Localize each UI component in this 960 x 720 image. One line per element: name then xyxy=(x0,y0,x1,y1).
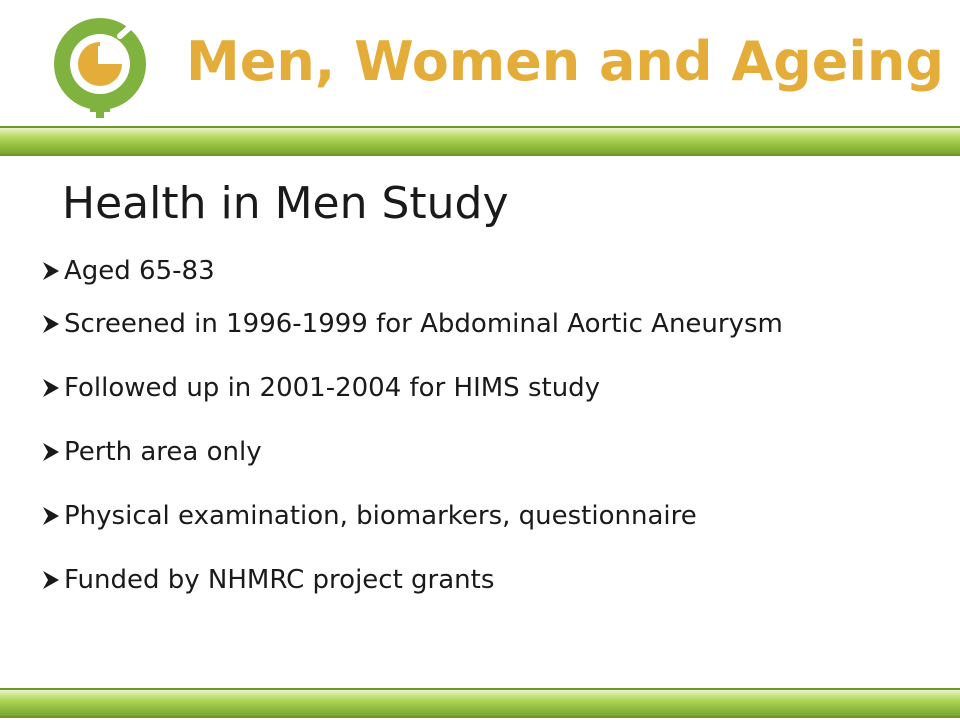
bullet-text: Physical examination, biomarkers, questionnaire xyxy=(64,501,697,531)
arrowhead-bullet-icon xyxy=(42,569,60,591)
bullet-text: Perth area only xyxy=(64,437,262,467)
bullet-text: Aged 65-83 xyxy=(64,256,215,286)
bullet-text: Funded by NHMRC project grants xyxy=(64,565,495,595)
arrowhead-bullet-icon xyxy=(42,377,60,399)
bullet-list xyxy=(42,250,942,612)
arrowhead-bullet-icon xyxy=(42,441,60,463)
brand-title: Men, Women and Ageing xyxy=(186,30,945,93)
bullet-item xyxy=(42,356,942,420)
arrowhead-bullet-icon xyxy=(42,505,60,527)
bullet-text: Screened in 1996-1999 for Abdominal Aortic Aneurysm xyxy=(64,309,783,339)
top-divider-bar xyxy=(0,126,960,156)
bullet-item xyxy=(42,484,942,548)
bottom-divider-bar xyxy=(0,688,960,718)
arrowhead-bullet-icon xyxy=(42,260,60,282)
arrowhead-bullet-icon xyxy=(42,313,60,335)
bullet-item xyxy=(42,250,942,292)
bullet-item xyxy=(42,420,942,484)
slide-title: Health in Men Study xyxy=(62,178,509,229)
gender-symbols-logo-icon xyxy=(50,14,160,124)
bullet-text: Followed up in 2001-2004 for HIMS study xyxy=(64,373,601,403)
bullet-item xyxy=(42,292,942,356)
bullet-item xyxy=(42,548,942,612)
